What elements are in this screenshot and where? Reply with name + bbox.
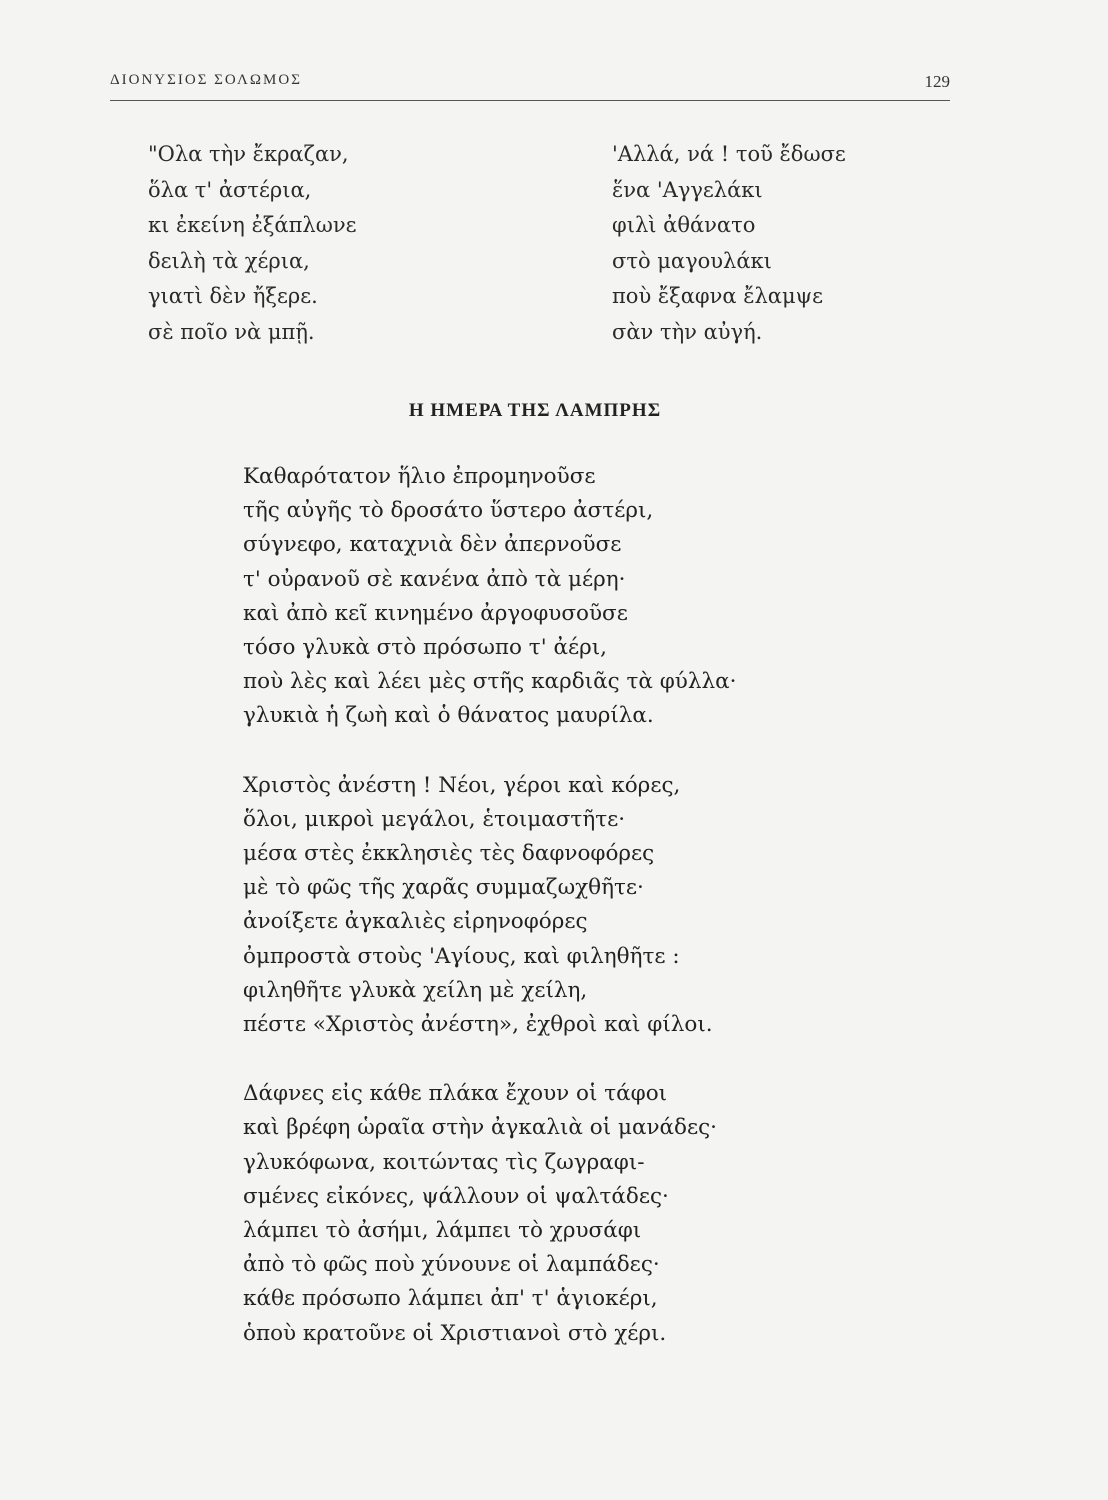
verse-line: ὅλα τ' ἀστέρια, xyxy=(148,177,312,202)
verse-line: κάθε πρόσωπο λάμπει ἀπ' τ' ἁγιοκέρι, xyxy=(243,1286,658,1312)
verse-line: γλυκιὰ ἡ ζωὴ καὶ ὁ θάνατος μαυρίλα. xyxy=(243,703,654,729)
verse-line: γλυκόφωνα, κοιτώντας τὶς ζωγραφι- xyxy=(243,1149,645,1175)
verse-line: "Ολα τὴν ἔκραζαν, xyxy=(148,142,349,166)
verse-line: γιατὶ δὲν ἤξερε. xyxy=(148,284,318,308)
verse-line: ἀπὸ τὸ φῶς ποὺ χύνουνε οἱ λαμπάδες· xyxy=(243,1252,660,1278)
page-number: 129 xyxy=(924,72,950,91)
verse-line: καὶ βρέφη ὡραῖα στὴν ἀγκαλιὰ οἱ μανάδες· xyxy=(243,1115,718,1141)
verse-line: φιλὶ ἀθάνατο xyxy=(612,213,756,237)
verse-line: τόσο γλυκὰ στὸ πρόσωπο τ' ἀέρι, xyxy=(243,635,608,661)
verse-line: ἀνοίξετε ἀγκαλιὲς εἰρηνοφόρες xyxy=(243,909,588,935)
stanza-1 xyxy=(243,460,736,734)
verse-line: τῆς αὐγῆς τὸ δροσάτο ὕστερο ἀστέρι, xyxy=(243,498,654,524)
verse-line: Δάφνες εἰς κάθε πλάκα ἔχουν οἱ τάφοι xyxy=(243,1081,668,1107)
top-poem-left-column xyxy=(148,137,356,350)
running-head xyxy=(110,70,950,101)
verse-line: μὲ τὸ φῶς τῆς χαρᾶς συμμαζωχθῆτε· xyxy=(243,875,644,901)
poem-title: Η ΗΜΕΡΑ ΤΗΣ ΛΑΜΠΡΗΣ xyxy=(408,400,662,421)
verse-line: Καθαρότατον ἥλιο ἐπρομηνοῦσε xyxy=(243,464,596,489)
verse-line: λάμπει τὸ ἀσήμι, λάμπει τὸ χρυσάφι xyxy=(243,1218,642,1244)
verse-line: ποὺ ἔξαφνα ἔλαμψε xyxy=(612,284,823,308)
verse-line: ποὺ λὲς καὶ λέει μὲς στῆς καρδιᾶς τὰ φύλλα· xyxy=(243,669,737,695)
verse-line: πέστε «Χριστὸς ἀνέστη», ἐχθροὶ καὶ φίλοι. xyxy=(243,1012,713,1038)
verse-line: ὅλοι, μικροὶ μεγάλοι, ἑτοιμαστῆτε· xyxy=(243,806,626,832)
stanza-3 xyxy=(243,1077,736,1351)
verse-line: σύγνεφο, καταχνιὰ δὲν ἀπερνοῦσε xyxy=(243,532,622,558)
verse-line: δειλὴ τὰ χέρια, xyxy=(148,248,310,273)
verse-line: σμένες εἰκόνες, ψάλλουν οἱ ψαλτάδες· xyxy=(243,1183,669,1209)
verse-line: ὁποὺ κρατοῦνε οἱ Χριστιανοὶ στὸ χέρι. xyxy=(243,1320,667,1346)
poem-body xyxy=(243,460,736,1386)
verse-line: φιληθῆτε γλυκὰ χείλη μὲ χείλη, xyxy=(243,977,588,1003)
verse-line: κι ἐκείνη ἐξάπλωνε xyxy=(148,213,357,237)
top-poem-right-column xyxy=(612,137,846,350)
stanza-2 xyxy=(243,769,736,1043)
verse-line: καὶ ἀπὸ κεῖ κινημένο ἀργοφυσοῦσε xyxy=(243,600,628,626)
verse-line: Χριστὸς ἀνέστη ! Νέοι, γέροι καὶ κόρες, xyxy=(243,772,681,798)
verse-line: ἕνα 'Αγγελάκι xyxy=(612,177,763,202)
verse-line: 'Αλλά, νά ! τοῦ ἔδωσε xyxy=(612,142,846,166)
verse-line: σὰν τὴν αὐγή. xyxy=(612,319,763,344)
verse-line: σὲ ποῖο νὰ μπῇ. xyxy=(148,319,315,344)
verse-line: στὸ μαγουλάκι xyxy=(612,248,772,273)
verse-line: ὀμπροστὰ στοὺς 'Αγίους, καὶ φιληθῆτε : xyxy=(243,943,680,969)
verse-line: τ' οὐρανοῦ σὲ κανένα ἀπὸ τὰ μέρη· xyxy=(243,566,626,592)
running-head-author: ΔΙΟΝΥΣΙΟΣ ΣΟΛΩΜΟΣ xyxy=(110,72,302,88)
verse-line: μέσα στὲς ἐκκλησιὲς τὲς δαφνοφόρες xyxy=(243,841,655,867)
